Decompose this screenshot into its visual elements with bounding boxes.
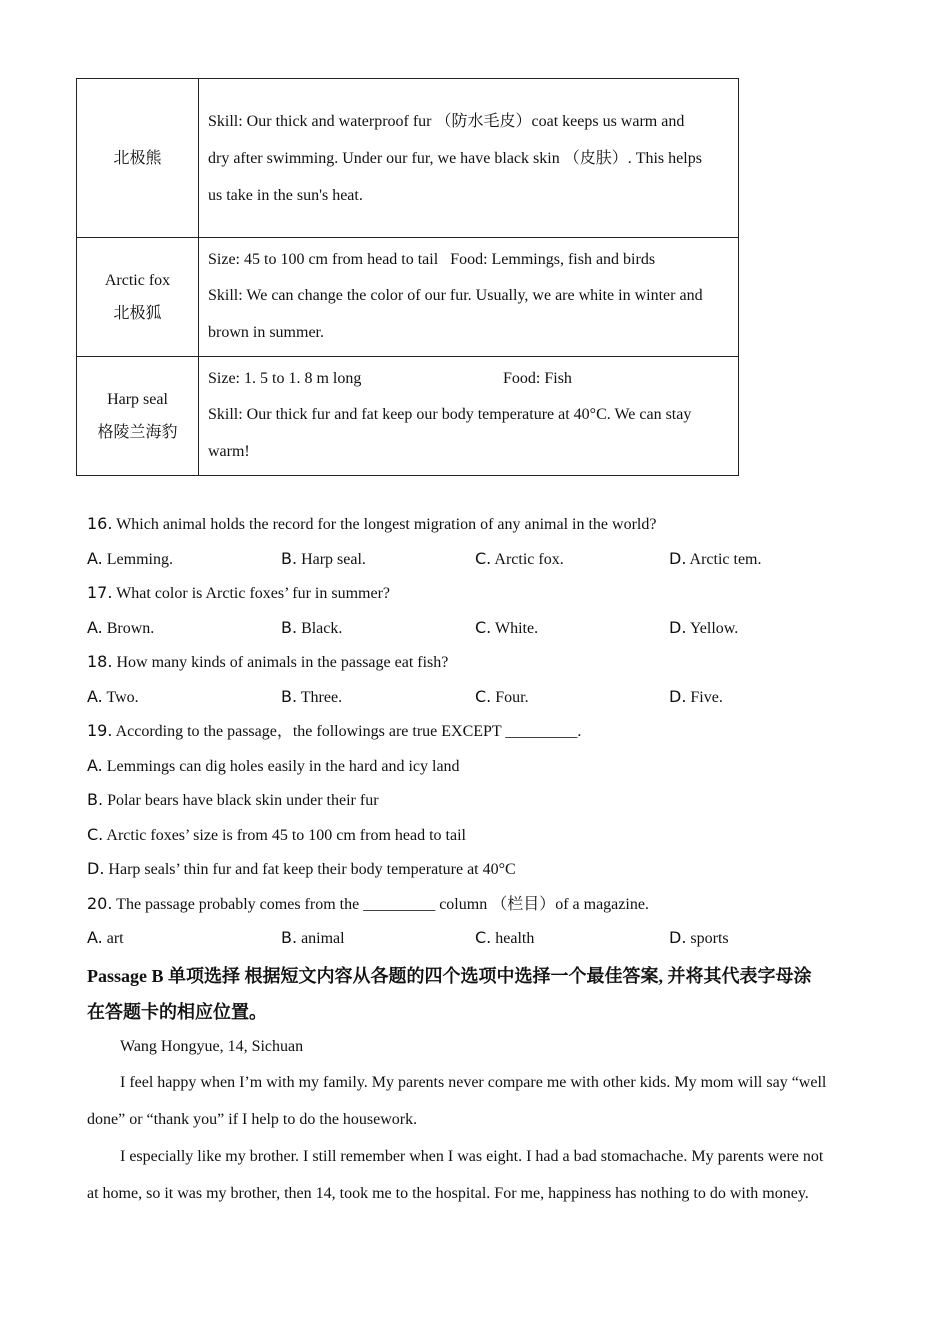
passage-author: Wang Hongyue, 14, Sichuan xyxy=(120,1037,304,1055)
option-text: Lemmings can dig holes easily in the hard and icy land xyxy=(106,757,460,775)
option-d[interactable] xyxy=(669,680,863,715)
option-text: art xyxy=(106,930,124,947)
option-text: Yellow. xyxy=(689,619,739,637)
option-text: Lemming. xyxy=(106,550,173,568)
option-a[interactable] xyxy=(87,680,281,715)
option-letter: C. xyxy=(475,548,492,568)
heading-line: 在答题卡的相应位置。 xyxy=(87,1001,267,1022)
option-letter: D. xyxy=(669,928,687,947)
option-a[interactable] xyxy=(87,921,281,956)
option-d[interactable] xyxy=(669,542,863,577)
option-letter: C. xyxy=(87,824,104,844)
size-text: Size: 1. 5 to 1. 8 m long xyxy=(208,370,362,387)
animal-name-cn: 北极熊 xyxy=(113,149,162,167)
question-text: The passage probably comes from the _________ column （栏目）of a magazine. xyxy=(116,895,649,913)
paragraph-line: I especially like my brother. I still remember when I was eight. I had a bad stomachache. My parents were not xyxy=(120,1147,824,1165)
paragraph-line: I feel happy when I’m with my family. My parents never compare me with other kids. My mom will say “well xyxy=(120,1073,827,1091)
question-19 xyxy=(87,714,867,749)
option-b[interactable] xyxy=(281,921,475,956)
option-letter: B. xyxy=(281,686,298,706)
option-text: Five. xyxy=(690,688,723,706)
option-text: Black. xyxy=(301,619,343,637)
option-text: White. xyxy=(494,619,539,637)
table-row xyxy=(77,238,739,357)
table-row xyxy=(77,357,739,476)
option-d[interactable] xyxy=(669,611,863,646)
desc-line: Skill: Our thick and waterproof fur （防水毛皮）coat keeps us warm and xyxy=(208,112,685,130)
option-b[interactable] xyxy=(281,542,475,577)
option-text: Arctic tem. xyxy=(689,550,762,568)
options-row xyxy=(87,921,867,956)
question-16 xyxy=(87,507,867,542)
animal-desc-cell xyxy=(199,79,739,238)
option-letter: C. xyxy=(475,686,492,706)
option-a[interactable] xyxy=(87,749,867,784)
desc-line: dry after swimming. Under our fur, we have black skin （皮肤）. This helps xyxy=(208,149,702,167)
animal-name-cn: 北极狐 xyxy=(113,305,162,322)
option-text: Four. xyxy=(495,688,529,706)
animal-name-cell xyxy=(77,238,199,357)
option-text: Arctic fox. xyxy=(494,550,564,568)
option-c[interactable] xyxy=(475,611,669,646)
food-text: Food: Lemmings, fish and birds xyxy=(450,251,656,268)
option-c[interactable] xyxy=(475,542,669,577)
desc-line: warm! xyxy=(208,443,250,460)
option-letter: D. xyxy=(669,548,687,568)
option-letter: D. xyxy=(87,859,105,878)
paragraph-line: at home, so it was my brother, then 14, took me to the hospital. For me, happiness has nothing to do with money. xyxy=(87,1184,809,1202)
option-text: Brown. xyxy=(106,619,155,637)
heading-line: Passage B 单项选择 根据短文内容从各题的四个选项中选择一个最佳答案, 并将其代表字母涂 xyxy=(87,965,812,986)
options-row xyxy=(87,611,867,646)
paragraph-line: done” or “thank you” if I help to do the housework. xyxy=(87,1110,418,1128)
question-number: 18. xyxy=(87,652,113,671)
animal-name-cell xyxy=(77,357,199,476)
questions-section xyxy=(87,507,867,1212)
question-text: According to the passage，the followings are true EXCEPT _________. xyxy=(115,723,582,740)
animal-name-cell xyxy=(77,79,199,238)
size-text: Size: 45 to 100 cm from head to tail xyxy=(208,251,439,268)
passage-b-heading xyxy=(87,958,867,1030)
option-c[interactable] xyxy=(87,818,867,853)
option-text: Arctic foxes’ size is from 45 to 100 cm from head to tail xyxy=(106,826,466,844)
option-letter: A. xyxy=(87,686,103,706)
option-text: health xyxy=(495,930,535,947)
option-a[interactable] xyxy=(87,542,281,577)
table-row xyxy=(77,79,739,238)
desc-line: Skill: Our thick fur and fat keep our body temperature at 40°C. We can stay xyxy=(208,406,692,423)
option-text: Polar bears have black skin under their fur xyxy=(107,792,379,809)
option-letter: B. xyxy=(281,617,298,637)
option-text: animal xyxy=(301,930,345,947)
option-text: Harp seals’ thin fur and fat keep their body temperature at 40°C xyxy=(108,861,516,878)
option-c[interactable] xyxy=(475,921,669,956)
question-number: 20. xyxy=(87,893,113,913)
desc-line: us take in the sun's heat. xyxy=(208,186,363,204)
option-letter: C. xyxy=(475,928,492,947)
question-number: 16. xyxy=(87,514,113,533)
question-text: How many kinds of animals in the passage eat fish? xyxy=(116,654,449,671)
option-letter: A. xyxy=(87,928,103,947)
options-row xyxy=(87,542,867,577)
option-b[interactable] xyxy=(281,611,475,646)
question-17 xyxy=(87,576,867,611)
desc-line: Skill: We can change the color of our fur. Usually, we are white in winter and xyxy=(208,287,703,304)
question-18 xyxy=(87,645,867,680)
option-letter: B. xyxy=(87,790,104,809)
option-letter: A. xyxy=(87,617,103,637)
desc-line: brown in summer. xyxy=(208,324,324,341)
option-letter: A. xyxy=(87,755,103,775)
option-d[interactable] xyxy=(87,852,867,887)
option-letter: B. xyxy=(281,548,298,568)
option-text: sports xyxy=(690,930,729,947)
animal-desc-cell xyxy=(199,238,739,357)
option-text: Harp seal. xyxy=(301,550,366,568)
food-text: Food: Fish xyxy=(503,370,572,387)
option-letter: B. xyxy=(281,928,298,947)
option-d[interactable] xyxy=(669,921,863,956)
animal-name-en: Arctic fox xyxy=(104,272,171,289)
animal-table xyxy=(76,78,739,476)
question-text: Which animal holds the record for the longest migration of any animal in the world? xyxy=(116,516,657,533)
option-a[interactable] xyxy=(87,611,281,646)
animal-name-en: Harp seal xyxy=(107,391,168,408)
question-number: 19. xyxy=(87,721,113,740)
question-text: What color is Arctic foxes’ fur in summer? xyxy=(116,585,391,602)
option-letter: C. xyxy=(475,617,492,637)
option-letter: A. xyxy=(87,548,103,568)
option-text: Two. xyxy=(106,688,139,706)
option-c[interactable] xyxy=(475,680,669,715)
option-letter: D. xyxy=(669,686,687,706)
option-b[interactable] xyxy=(281,680,475,715)
question-20 xyxy=(87,887,867,922)
animal-desc-cell xyxy=(199,357,739,476)
option-b[interactable] xyxy=(87,783,867,818)
animal-name-cn: 格陵兰海豹 xyxy=(97,424,178,441)
option-text: Three. xyxy=(300,688,343,706)
paragraph xyxy=(87,1064,867,1138)
paragraph xyxy=(87,1138,867,1212)
options-row xyxy=(87,680,867,715)
option-letter: D. xyxy=(669,617,687,637)
question-number: 17. xyxy=(87,583,113,602)
